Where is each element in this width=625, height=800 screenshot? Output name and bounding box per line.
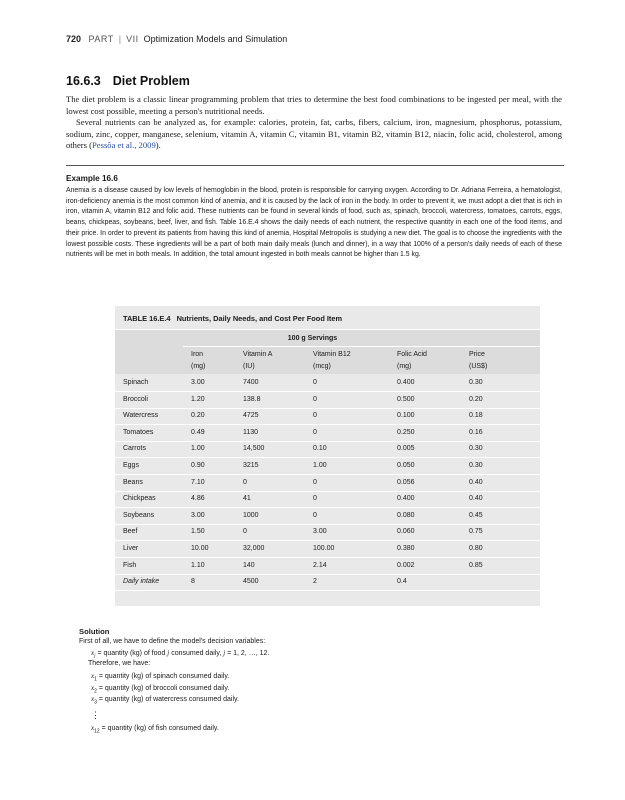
row-separator <box>115 457 540 458</box>
variable-line <box>91 695 239 705</box>
table-caption <box>123 314 342 323</box>
column-header-name: Vitamin A <box>243 351 273 358</box>
def-j2: j <box>223 649 226 657</box>
row-separator <box>115 474 540 475</box>
decision-variable-definition <box>91 649 269 659</box>
table-cell: 1.20 <box>191 395 205 403</box>
section-number: 16.6.3 <box>66 74 101 88</box>
table-cell: 0.080 <box>397 511 415 519</box>
table-row-label: Soybeans <box>123 511 155 519</box>
table-cell: 0.80 <box>469 545 483 552</box>
row-separator <box>115 540 540 541</box>
def-var: x <box>91 649 95 657</box>
table-cell: 0.005 <box>397 445 415 453</box>
table-cell: 0.85 <box>469 561 483 569</box>
table-row-label: Broccoli <box>123 395 148 403</box>
column-header <box>313 349 351 373</box>
table-cell: 0.16 <box>469 428 483 436</box>
variable-symbol: x <box>91 672 95 680</box>
table-cell: 0.400 <box>397 379 415 386</box>
table-row-label: Tomatoes <box>123 428 154 436</box>
table-cell: 4500 <box>243 578 259 586</box>
variable-subscript: 1 <box>94 676 97 683</box>
row-separator <box>115 391 540 392</box>
table-cell: 10.00 <box>191 545 209 552</box>
column-header-name: Iron <box>191 351 204 358</box>
table-cell: 2.14 <box>313 561 327 569</box>
table-cell: 2 <box>313 578 317 586</box>
table-cell: 1.50 <box>191 528 205 536</box>
table-row-label: Daily intake <box>123 578 160 586</box>
variable-symbol: x <box>91 695 95 703</box>
table-cell: 0.250 <box>397 428 415 436</box>
row-separator <box>115 590 540 591</box>
table-cell: 0 <box>313 511 317 519</box>
table-cell: 0.380 <box>397 545 415 552</box>
table-cell: 0 <box>243 528 247 536</box>
table-row-label: Beans <box>123 478 143 486</box>
variable-description: = quantity (kg) of watercress consumed daily. <box>96 696 239 703</box>
table-cell: 0.75 <box>469 528 483 536</box>
last-var: x <box>91 724 95 732</box>
group-header-rule <box>183 346 540 347</box>
table-cell: 0.060 <box>397 528 415 536</box>
table-cell: 0.30 <box>469 445 483 453</box>
table-cell: 1000 <box>243 511 259 519</box>
def-j: j <box>167 649 170 657</box>
example-title: Example 16.6 <box>66 174 118 183</box>
last-var-text: = quantity (kg) of fish consumed daily. <box>99 725 219 732</box>
variable-description: = quantity (kg) of spinach consumed daily. <box>96 673 230 680</box>
column-header-name: Vitamin B12 <box>313 351 351 358</box>
table-cell: 0.40 <box>469 478 483 486</box>
table-cell: 0.4 <box>397 578 407 586</box>
therefore-line: Therefore, we have: <box>88 660 151 667</box>
intro-paragraph-2 <box>66 117 562 152</box>
running-header: 720 PART | VII Optimization Models and Simulation <box>66 34 288 44</box>
table-cell: 3.00 <box>191 379 205 386</box>
table-row-label: Spinach <box>123 379 149 386</box>
ellipsis: ⋮ <box>91 710 100 720</box>
column-header <box>397 349 427 373</box>
table-cell: 0.30 <box>469 462 483 469</box>
table-cell: 1.10 <box>191 561 205 569</box>
table-cell: 41 <box>243 495 251 503</box>
table-cell: 0.20 <box>191 412 205 420</box>
column-header-unit: (mcg) <box>313 363 331 370</box>
column-header <box>191 349 205 373</box>
row-separator <box>115 408 540 409</box>
part-number: VII <box>126 34 139 44</box>
table-cell: 140 <box>243 561 255 569</box>
variable-symbol: x <box>91 683 95 692</box>
table-row-label: Carrots <box>123 445 146 453</box>
table-row-label: Liver <box>123 545 139 552</box>
intro-paragraph-2-end: ). <box>155 140 161 151</box>
table-cell: 4725 <box>243 412 259 420</box>
part-label: PART <box>88 34 114 44</box>
column-header-name: Price <box>469 351 485 358</box>
def-text-2: consumed daily, <box>169 650 224 657</box>
intro-paragraph-2-text: Several nutrients can be analyzed as, for example: calories, protein, fat, carbs, fibers, calcium, iron, magnesium, phosphorus, potassium, sodium, zinc, copper, manganese, selenium, vitamin A, vitamin C, vitamin B1, vitamin B2, vitamin B12, niacin, folic acid, cholesterol, among others ( <box>66 117 562 151</box>
last-variable-line <box>91 724 219 734</box>
table-cell: 0.18 <box>469 412 483 420</box>
table-cell: 3215 <box>243 462 259 469</box>
table-row-label: Watercress <box>123 412 159 420</box>
section-heading: Diet Problem <box>112 74 190 88</box>
part-title: Optimization Models and Simulation <box>143 34 288 44</box>
table-group-header: 100 g Servings <box>287 335 338 342</box>
table-cell: 0 <box>313 379 317 386</box>
table-row-label: Eggs <box>123 462 139 469</box>
row-separator <box>115 424 540 425</box>
table-label: TABLE 16.E.4 <box>123 314 171 323</box>
def-sub: j <box>94 654 96 660</box>
solution-intro: First of all, we have to define the model's decision variables: <box>79 638 266 645</box>
table-cell: 0.90 <box>191 462 205 469</box>
solution-title: Solution <box>79 627 110 636</box>
table-cell: 0 <box>313 395 317 403</box>
table-cell: 1130 <box>243 428 259 436</box>
page-number: 720 <box>66 34 82 44</box>
table-cell: 0 <box>243 478 247 486</box>
table-cell: 4.86 <box>191 495 205 503</box>
table-cell: 0.400 <box>397 495 415 503</box>
table-cell: 0.500 <box>397 395 415 403</box>
variable-line <box>91 684 229 694</box>
table-cell: 0 <box>313 495 317 503</box>
table-cell: 7.10 <box>191 478 205 486</box>
table-cell: 3.00 <box>191 511 205 519</box>
variable-description: = quantity (kg) of broccoli consumed daily. <box>96 684 230 692</box>
table-title: Nutrients, Daily Needs, and Cost Per Food Item <box>176 314 343 323</box>
row-separator <box>115 557 540 558</box>
def-text-3: = 1, 2, …, 12. <box>225 650 270 657</box>
example-top-rule <box>66 165 564 166</box>
row-separator <box>115 574 540 575</box>
def-text-1: = quantity (kg) of food <box>95 650 168 657</box>
row-separator <box>115 441 540 442</box>
table-cell: 0.40 <box>469 495 483 503</box>
variable-subscript: 3 <box>94 699 97 706</box>
table-cell: 0.45 <box>469 511 483 519</box>
table-cell: 1.00 <box>191 445 205 453</box>
table-cell: 0 <box>313 478 317 486</box>
column-header-name: Folic Acid <box>397 351 427 358</box>
table-cell: 0.056 <box>397 478 415 486</box>
row-separator <box>115 524 540 525</box>
table-cell: 0.100 <box>397 412 415 420</box>
table-cell: 0.050 <box>397 462 415 469</box>
column-header-unit: (US$) <box>469 363 488 370</box>
table-cell: 0 <box>313 412 317 420</box>
table-cell: 138.8 <box>243 395 261 403</box>
table-cell: 0.49 <box>191 428 205 436</box>
table-cell: 32,000 <box>243 545 265 552</box>
intro-paragraph-1: The diet problem is a classic linear programming problem that tries to determine the best food combinations to be ingested per meal, with the lowest cost possible, meeting a person's nutritional needs. <box>66 94 562 116</box>
table-cell: 8 <box>191 578 195 586</box>
citation-link[interactable]: Pessôa et al., 2009 <box>92 140 156 151</box>
table-cell: 0.30 <box>469 379 483 386</box>
row-separator <box>115 491 540 492</box>
table-row-label: Fish <box>123 561 137 569</box>
column-header-unit: (mg) <box>397 363 412 370</box>
row-separator <box>115 507 540 508</box>
table-cell: 14,500 <box>243 445 265 453</box>
table-cell: 7400 <box>243 379 259 386</box>
table-cell: 0.20 <box>469 395 483 403</box>
table-cell: 0 <box>313 428 317 436</box>
column-header <box>243 349 272 373</box>
last-var-sub: 12 <box>94 728 100 735</box>
table-row-label: Beef <box>123 528 138 536</box>
table-cell: 3.00 <box>313 528 327 536</box>
column-header-unit: (mg) <box>191 363 206 370</box>
section-title <box>66 74 190 88</box>
table-cell: 1.00 <box>313 462 327 469</box>
variable-line <box>91 672 229 682</box>
column-header-unit: (IU) <box>243 363 255 370</box>
table-cell: 0.002 <box>397 561 415 569</box>
column-header <box>469 349 487 373</box>
table-row-label: Chickpeas <box>123 495 156 503</box>
variable-subscript: 2 <box>94 687 97 694</box>
example-text: Anemia is a disease caused by low levels of hemoglobin in the blood, protein is responsible for carrying oxygen. According to Dr. Adriana Ferreira, a hematologist, iron-deficiency anemia is the most common kind of anemia, and it is caused by the lack of iron in the body. In order to prevent it, we must adopt a diet that is rich in iron, vitamin A, vitamin B12 and folic acid. These nutrients can be found in several kinds of food, such as, spinach, broccoli, watercress, tomatoes, carrots, eggs, beans, chickpeas, soybeans, beef, liver, and fish. Table 16.E.4 shows the daily needs of each nutrient, the respective quantity in each one of the food items, and their price. In order to prevent its patients from having this kind of anemia, Hospital Metropolis is studying a new diet. The goal is to choose the ingredients with the lowest possible costs. These ingredients will be a part of both main daily meals (lunch and dinner), in a way that 100% of a person's daily needs of each of these nutrients will be met in both meals. In addition, the total amount ingested in both meals cannot be higher than 1.5 kg. <box>66 187 562 259</box>
table-cell: 0.10 <box>313 445 327 453</box>
table-cell: 100.00 <box>313 545 335 552</box>
